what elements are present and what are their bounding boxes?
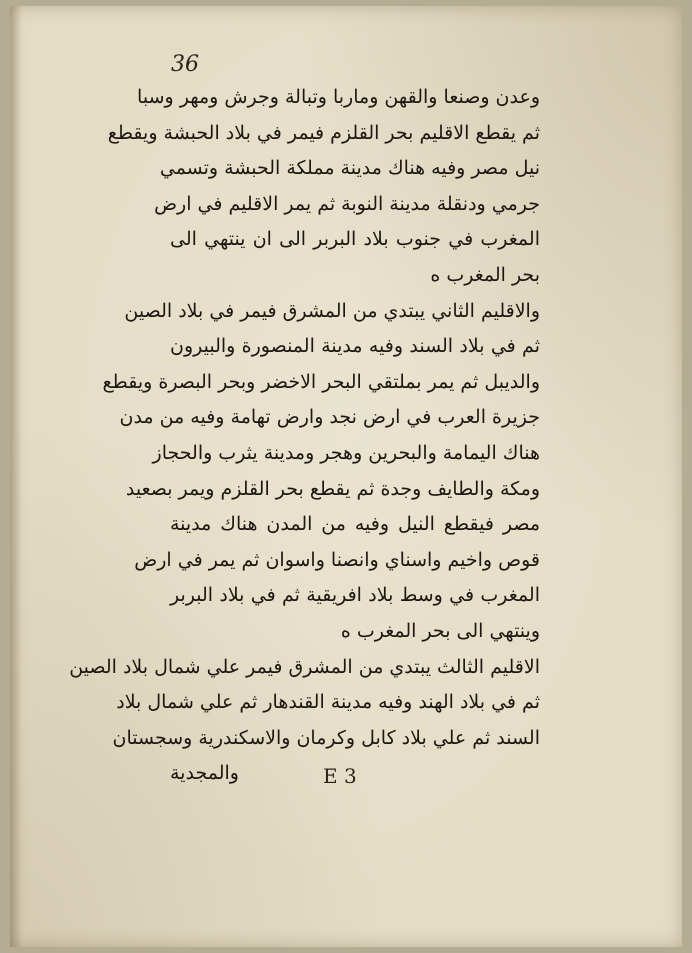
- text-line: ومكة والطايف وجدة ثم يقطع بحر القلزم ويمر بصعيد: [125, 477, 540, 500]
- text-line: جرمي ودنقلة مدينة النوبة ثم يمر الاقليم في ارض: [154, 192, 540, 215]
- text-line: ثم في بلاد الهند وفيه مدينة القندهار ثم علي شمال بلاد: [116, 691, 540, 714]
- arabic-text-block: [69, 80, 540, 756]
- text-line: ثم في بلاد السند وفيه مدينة المنصورة والبيرون: [170, 335, 540, 358]
- text-line: مصر فيقطع النيل وفيه من المدن هناك مدينة: [170, 513, 540, 536]
- text-line: والاقليم الثاني يبتدي من المشرق فيمر في بلاد الصين: [124, 299, 540, 322]
- manuscript-page: [10, 6, 682, 947]
- text-line: نيل مصر وفيه هناك مدينة مملكة الحبشة وتسمي: [159, 157, 540, 180]
- text-line: والديبل ثم يمر بملتقي البحر الاخضر وبحر البصرة ويقطع: [102, 370, 540, 393]
- signature-mark: E 3: [323, 764, 357, 788]
- binding-gutter-shadow: [10, 6, 22, 947]
- text-line: بحر المغرب ه: [430, 263, 540, 286]
- text-line: قوص واخيم واسناي وانصنا واسوان ثم يمر في ارض: [134, 548, 540, 571]
- text-line: الاقليم الثالث يبتدي من المشرق فيمر علي شمال بلاد الصين: [69, 655, 540, 678]
- text-line: جزيرة العرب في ارض نجد وارض تهامة وفيه من مدن: [119, 406, 540, 429]
- text-line: وعدن وصنعا والقهن وماربا وتبالة وجرش ومهر وسبا: [137, 86, 540, 108]
- text-line: المغرب في جنوب بلاد البربر الى ان ينتهي الى: [170, 228, 540, 251]
- text-line: المغرب في وسط بلاد افريقية ثم في بلاد البربر: [170, 584, 540, 607]
- text-line: السند ثم علي بلاد كابل وكرمان والاسكندرية وسجستان: [112, 726, 540, 749]
- text-line: وينتهي الى بحر المغرب ه: [340, 619, 540, 642]
- text-line: ثم يقطع الاقليم بحر القلزم فيمر في بلاد الحبشة ويقطع: [107, 121, 540, 144]
- catchword: والمجدية: [170, 762, 239, 784]
- text-line: هناك اليمامة والبحرين وهجر ومدينة يثرب والحجاز: [152, 441, 540, 464]
- page-number: 36: [171, 52, 199, 77]
